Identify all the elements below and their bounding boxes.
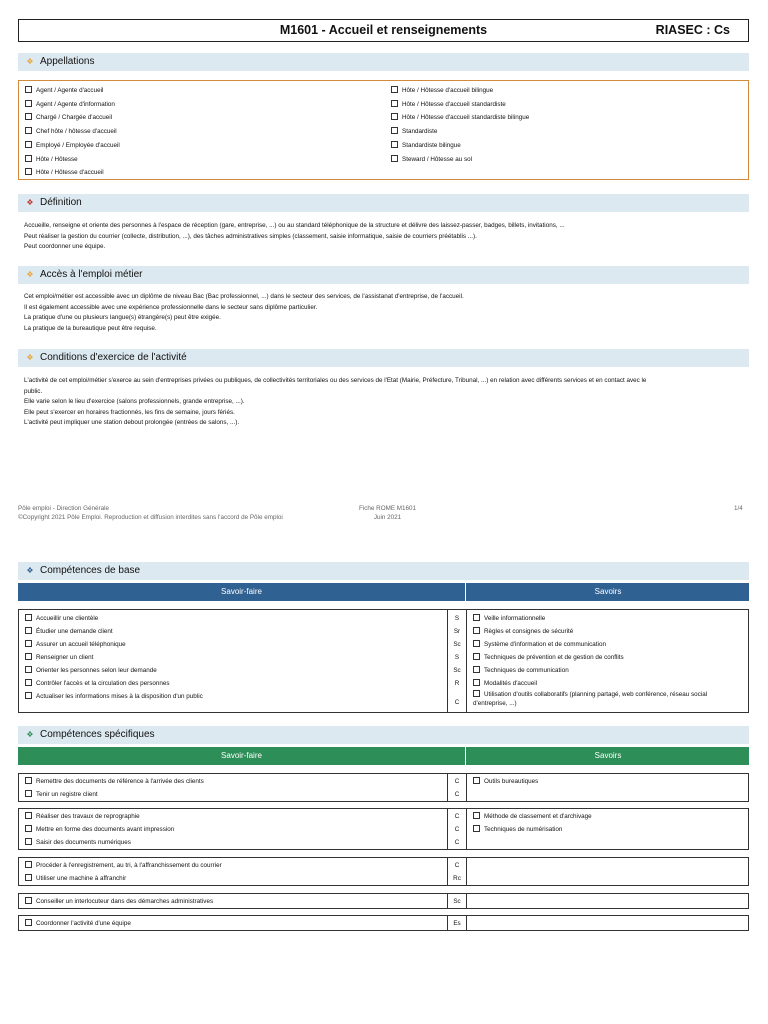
table-row: Conseiller un interlocuteur dans des démarches administratives: [25, 895, 447, 908]
riasec-code: Sr: [453, 628, 461, 635]
checkbox-icon: [25, 777, 32, 784]
list-item: Employé / Employée d'accueil: [25, 139, 120, 153]
acces-header: [18, 266, 749, 284]
list-item: Veille informationnelle: [473, 612, 748, 625]
appellations-header: [18, 53, 749, 71]
diamond-icon: ❖: [26, 57, 34, 66]
table-row: Mettre en forme des documents avant impression: [25, 823, 447, 836]
code-column: [447, 774, 467, 801]
code-column: [447, 894, 467, 908]
list-item: Hôte / Hôtesse d'accueil standardiste bilingue: [391, 111, 529, 125]
riasec-code: S: [454, 615, 460, 622]
savoirs-list: [473, 774, 748, 788]
checkbox-icon: [25, 653, 32, 660]
acces-title: Accès à l'emploi métier: [40, 269, 143, 280]
specifiques-group: [18, 808, 749, 850]
definition-text: Accueille, renseigne et oriente des personnes à l'espace de réception (gare, entreprise, ...) ou au standard téléphonique de la structure et délivre des laissez-passer, badges, billets, invitations, ... Peut réaliser la gestion du courrier (collecte, distribution, ...), des tâches administratives simples (classement, saisie informatique, saisie de courriers préétablis ...). Peut coordonner une équipe.: [24, 222, 565, 251]
conditions-text: L'activité de cet emploi/métier s'exerce au sein d'entreprises privées ou publiques, de collectivités territoriales ou des services de l'Etat (Mairie, Préfecture, Tribunal, ...) en relation avec différents services et en contact avec le public. Elle varie selon le lieu d'exercice (salons professionnels, grande entreprise, ...). Elle peut s'exercer en horaires fractionnés, les fins de semaine, jours fériés. L'activité peut impliquer une station debout prolongée (entrées de salons, ...).: [24, 377, 647, 427]
base-code-column: [447, 610, 467, 712]
base-title: Compétences de base: [40, 565, 141, 576]
savoirs-list: [473, 809, 748, 836]
checkbox-icon: [25, 692, 32, 699]
table-row: Étudier une demande client: [25, 625, 447, 638]
specifiques-header: [18, 726, 749, 744]
table-row: Remettre des documents de référence à l'arrivée des clients: [25, 775, 447, 788]
riasec-code: S: [454, 654, 460, 661]
specifiques-title: Compétences spécifiques: [40, 729, 155, 740]
specifiques-group: [18, 773, 749, 802]
riasec-code: C: [454, 699, 460, 706]
checkbox-icon: [473, 812, 480, 819]
riasec-code: C: [454, 839, 460, 846]
specifiques-group: [18, 893, 749, 909]
table-row: Saisir des documents numériques: [25, 836, 447, 849]
list-item: Agent / Agente d'information: [25, 98, 120, 112]
riasec-code: RIASEC : Cs: [655, 23, 730, 37]
footer-middle: Fiche ROME M1601 Juin 2021: [359, 505, 417, 521]
specifiques-group: [18, 857, 749, 886]
checkbox-icon: [391, 141, 398, 148]
diamond-icon: ❖: [26, 198, 34, 207]
checkbox-icon: [25, 640, 32, 647]
table-row: Actualiser les informations mises à la disposition d'un public: [25, 690, 447, 703]
col-savoirs: Savoirs: [594, 587, 622, 596]
table-row: Utiliser une machine à affranchir: [25, 872, 447, 885]
checkbox-icon: [25, 113, 32, 120]
list-item: Chargé / Chargée d'accueil: [25, 111, 120, 125]
table-row: Assurer un accueil téléphonique: [25, 638, 447, 651]
acces-text: Cet emploi/métier est accessible avec un diplôme de niveau Bac (Bac professionnel, ...) dans le secteur des services, de l'assistanat d'entreprise, de l'accueil. Il est également accessible avec une expérience professionnelle dans le secteur sans diplôme particulier. La pratique d'une ou plusieurs langue(s) étrangère(s) peut être exigée. La pratique de la bureautique peut être requise.: [24, 293, 464, 332]
checkbox-icon: [25, 86, 32, 93]
checkbox-icon: [473, 640, 480, 647]
riasec-code: Es: [453, 920, 461, 927]
checkbox-icon: [473, 679, 480, 686]
table-row: Réaliser des travaux de reprographie: [25, 810, 447, 823]
checkbox-icon: [473, 825, 480, 832]
footer-page: 1/4: [734, 505, 743, 512]
savoir-faire-list: [19, 858, 447, 885]
title-box: [18, 19, 749, 42]
table-row: Renseigner un client: [25, 651, 447, 664]
col-savoir-faire: Savoir-faire: [18, 747, 466, 765]
checkbox-icon: [25, 100, 32, 107]
col-savoir-faire: Savoir-faire: [18, 583, 466, 601]
list-item: Hôte / Hôtesse d'accueil bilingue: [391, 84, 529, 98]
list-item: Hôte / Hôtesse: [25, 153, 120, 167]
conditions-header: [18, 349, 749, 367]
savoir-faire-list: [19, 916, 447, 930]
riasec-code: C: [454, 791, 460, 798]
base-table: [18, 609, 749, 713]
footer-left: Pôle emploi - Direction Générale ©Copyright 2021 Pôle Emploi. Reproduction et diffusion interdites sans l'accord de Pôle emploi: [18, 505, 283, 521]
code-column: [447, 809, 467, 849]
base-table-header: [18, 583, 749, 601]
col-savoirs: Savoirs: [594, 751, 622, 760]
checkbox-icon: [25, 812, 32, 819]
list-item: Techniques de numérisation: [473, 823, 748, 836]
checkbox-icon: [391, 100, 398, 107]
appellations-right-list: [391, 84, 529, 166]
diamond-icon: ❖: [26, 353, 34, 362]
checkbox-icon: [25, 861, 32, 868]
diamond-icon: ❖: [26, 270, 34, 279]
table-row: Accueillir une clientèle: [25, 612, 447, 625]
riasec-code: R: [454, 680, 460, 687]
checkbox-icon: [25, 919, 32, 926]
checkbox-icon: [25, 790, 32, 797]
checkbox-icon: [391, 113, 398, 120]
appellations-left-list: [25, 84, 120, 180]
list-item: Modalités d'accueil: [473, 677, 748, 690]
checkbox-icon: [25, 168, 32, 175]
checkbox-icon: [473, 666, 480, 673]
base-savoirs-list: [473, 610, 748, 708]
base-header: [18, 562, 749, 580]
checkbox-icon: [25, 627, 32, 634]
list-item: Système d'information et de communication: [473, 638, 748, 651]
list-item-continuation: d'entreprise, ...): [473, 700, 517, 707]
list-item: Standardiste bilingue: [391, 139, 529, 153]
conditions-title: Conditions d'exercice de l'activité: [40, 352, 187, 363]
savoir-faire-list: [19, 809, 447, 849]
appellations-title: Appellations: [40, 56, 95, 67]
table-row: Contrôler l'accès et la circulation des personnes: [25, 677, 447, 690]
riasec-code: Sc: [453, 641, 461, 648]
checkbox-icon: [391, 155, 398, 162]
definition-header: [18, 194, 749, 212]
list-item: Règles et consignes de sécurité: [473, 625, 748, 638]
table-row: Procéder à l'enregistrement, au tri, à l'affranchissement du courrier: [25, 859, 447, 872]
table-row: Tenir un registre client: [25, 788, 447, 801]
specifiques-table-header: [18, 747, 749, 765]
riasec-code: C: [454, 862, 460, 869]
checkbox-icon: [25, 614, 32, 621]
riasec-code: Sc: [453, 667, 461, 674]
list-item: Hôte / Hôtesse d'accueil: [25, 166, 120, 180]
checkbox-icon: [391, 86, 398, 93]
code-column: [447, 916, 467, 930]
checkbox-icon: [473, 690, 480, 697]
list-item: Agent / Agente d'accueil: [25, 84, 120, 98]
checkbox-icon: [473, 614, 480, 621]
page-title: M1601 - Accueil et renseignements: [279, 23, 488, 37]
savoir-faire-list: [19, 894, 447, 908]
riasec-code: Rc: [453, 875, 461, 882]
riasec-code: C: [454, 778, 460, 785]
list-item: Utilisation d'outils collaboratifs (planning partagé, web conférence, réseau social: [473, 690, 748, 699]
riasec-code: C: [454, 826, 460, 833]
list-item: Chef hôte / hôtesse d'accueil: [25, 125, 120, 139]
checkbox-icon: [473, 627, 480, 634]
list-item: Steward / Hôtesse au sol: [391, 153, 529, 167]
checkbox-icon: [391, 127, 398, 134]
checkbox-icon: [473, 777, 480, 784]
base-savoir-faire-list: [19, 610, 447, 703]
checkbox-icon: [25, 666, 32, 673]
checkbox-icon: [25, 155, 32, 162]
list-item: Outils bureautiques: [473, 775, 748, 788]
specifiques-group: [18, 915, 749, 931]
riasec-code: C: [454, 813, 460, 820]
diamond-icon: ❖: [26, 730, 34, 739]
definition-title: Définition: [40, 197, 82, 208]
list-item: Techniques de communication: [473, 664, 748, 677]
checkbox-icon: [25, 679, 32, 686]
appellations-box: [18, 80, 749, 180]
code-column: [447, 858, 467, 885]
checkbox-icon: [25, 897, 32, 904]
list-item: Méthode de classement et d'archivage: [473, 810, 748, 823]
diamond-icon: ❖: [26, 566, 34, 575]
list-item: Techniques de prévention et de gestion de conflits: [473, 651, 748, 664]
checkbox-icon: [25, 141, 32, 148]
table-row: Coordonner l'activité d'une équipe: [25, 917, 447, 930]
table-row: Orienter les personnes selon leur demande: [25, 664, 447, 677]
checkbox-icon: [25, 874, 32, 881]
checkbox-icon: [473, 653, 480, 660]
riasec-code: Sc: [453, 898, 461, 905]
list-item: Standardiste: [391, 125, 529, 139]
list-item: Hôte / Hôtesse d'accueil standardiste: [391, 98, 529, 112]
checkbox-icon: [25, 838, 32, 845]
checkbox-icon: [25, 127, 32, 134]
savoir-faire-list: [19, 774, 447, 801]
checkbox-icon: [25, 825, 32, 832]
